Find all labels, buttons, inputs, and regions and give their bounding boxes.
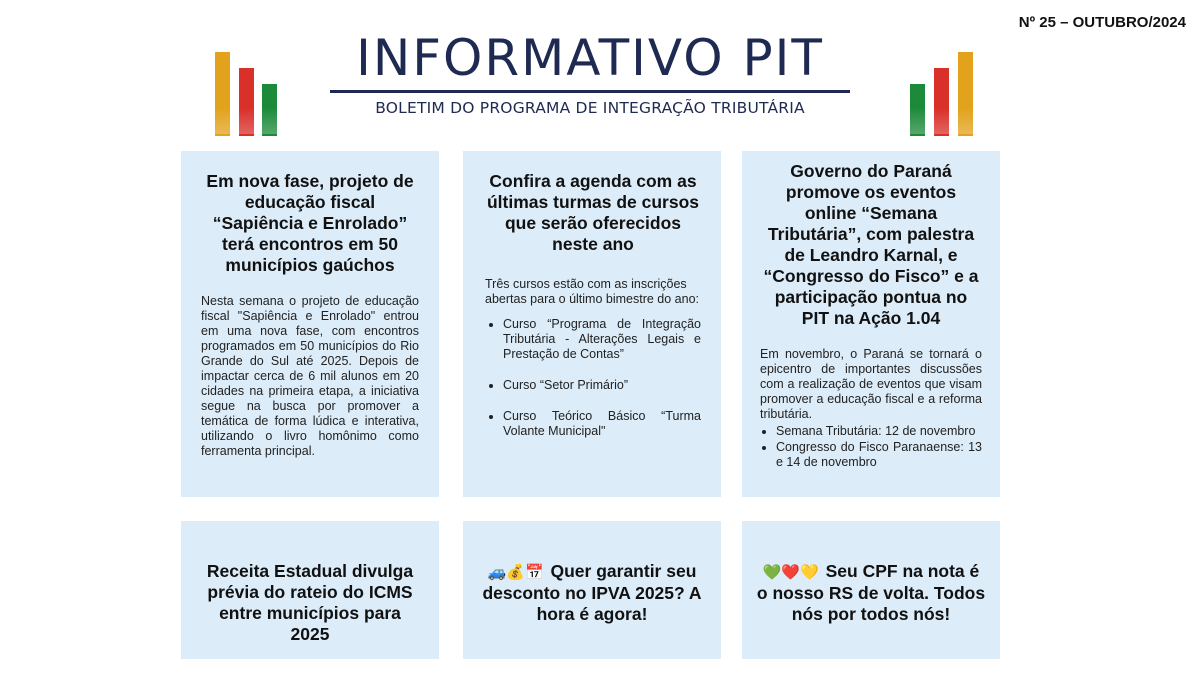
card-body-text: Nesta semana o projeto de educação fiscal "Sapiência e Enrolado" entrou em uma nova fase, com encontros programados em 50 municípios do Rio Grande do Sul até 2025. Depois de impactar cerca de 6 mil alunos em 20 cidades na primeira etapa, a iniciativa segue na busca por promover a temática de forma lúdica e interativa, utilizando o livro homônimo como ferramenta principal. xyxy=(201,294,419,458)
card-headline: Receita Estadual divulga prévia do rateio do ICMS entre municípios para 2025 xyxy=(206,561,414,644)
card-body-text: Em novembro, o Paraná se tornará o epicentro de importantes discussões com a realização de eventos que visam promover a educação fiscal e a reforma tributária. xyxy=(760,347,982,421)
list-item: • Curso Teórico Básico “Turma Volante Municipal" xyxy=(503,409,701,439)
card-headline: Em nova fase, projeto de educação fiscal “Sapiência e Enrolado” terá encontros em 50 municípios gaúchos xyxy=(206,171,414,275)
bar-chart-logo-right xyxy=(910,24,980,136)
car-money-calendar-icon: 🚙💰📅 xyxy=(487,564,544,581)
issue-number: Nº 25 – OUTUBRO/2024 xyxy=(1018,14,1186,31)
news-card-parana[interactable] xyxy=(742,151,1000,497)
news-card-ipva[interactable] xyxy=(463,521,721,659)
course-list xyxy=(485,317,701,439)
page-title: INFORMATIVO PIT xyxy=(356,29,824,87)
event-list xyxy=(760,424,982,470)
card-headline: Confira a agenda com as últimas turmas de cursos que serão oferecidos neste ano xyxy=(486,171,700,254)
card-headline: 💚❤️💛 Seu CPF na nota é o nosso RS de volta. Todos nós por todos nós! xyxy=(756,561,986,624)
news-card-sapiencia[interactable] xyxy=(181,151,439,497)
page-subtitle: BOLETIM DO PROGRAMA DE INTEGRAÇÃO TRIBUTÁRIA xyxy=(375,99,805,117)
card-headline: 🚙💰📅 Quer garantir seu desconto no IPVA 2025? A hora é agora! xyxy=(482,561,702,624)
news-card-cursos[interactable] xyxy=(463,151,721,497)
hearts-icon: 💚❤️💛 xyxy=(762,564,819,581)
card-headline: Governo do Paraná promove os eventos online “Semana Tributária”, com palestra de Leandro Karnal, e “Congresso do Fisco” e a participação pontua no PIT na Ação 1.04 xyxy=(763,161,979,328)
card-body-text: Três cursos estão com as inscrições abertas para o último bimestre do ano: xyxy=(485,277,700,306)
list-item: • Curso “Programa de Integração Tributária - Alterações Legais e Prestação de Contas” xyxy=(503,317,701,362)
news-card-icms[interactable] xyxy=(181,521,439,659)
list-item: • Semana Tributária: 12 de novembro xyxy=(776,424,982,439)
news-card-cpf[interactable] xyxy=(742,521,1000,659)
title-underline xyxy=(330,90,850,93)
masthead xyxy=(330,28,850,117)
list-item: • Congresso do Fisco Paranaense: 13 e 14 de novembro xyxy=(776,440,982,470)
list-item: • Curso “Setor Primário” xyxy=(503,378,701,393)
bar-chart-logo-left xyxy=(215,24,285,136)
